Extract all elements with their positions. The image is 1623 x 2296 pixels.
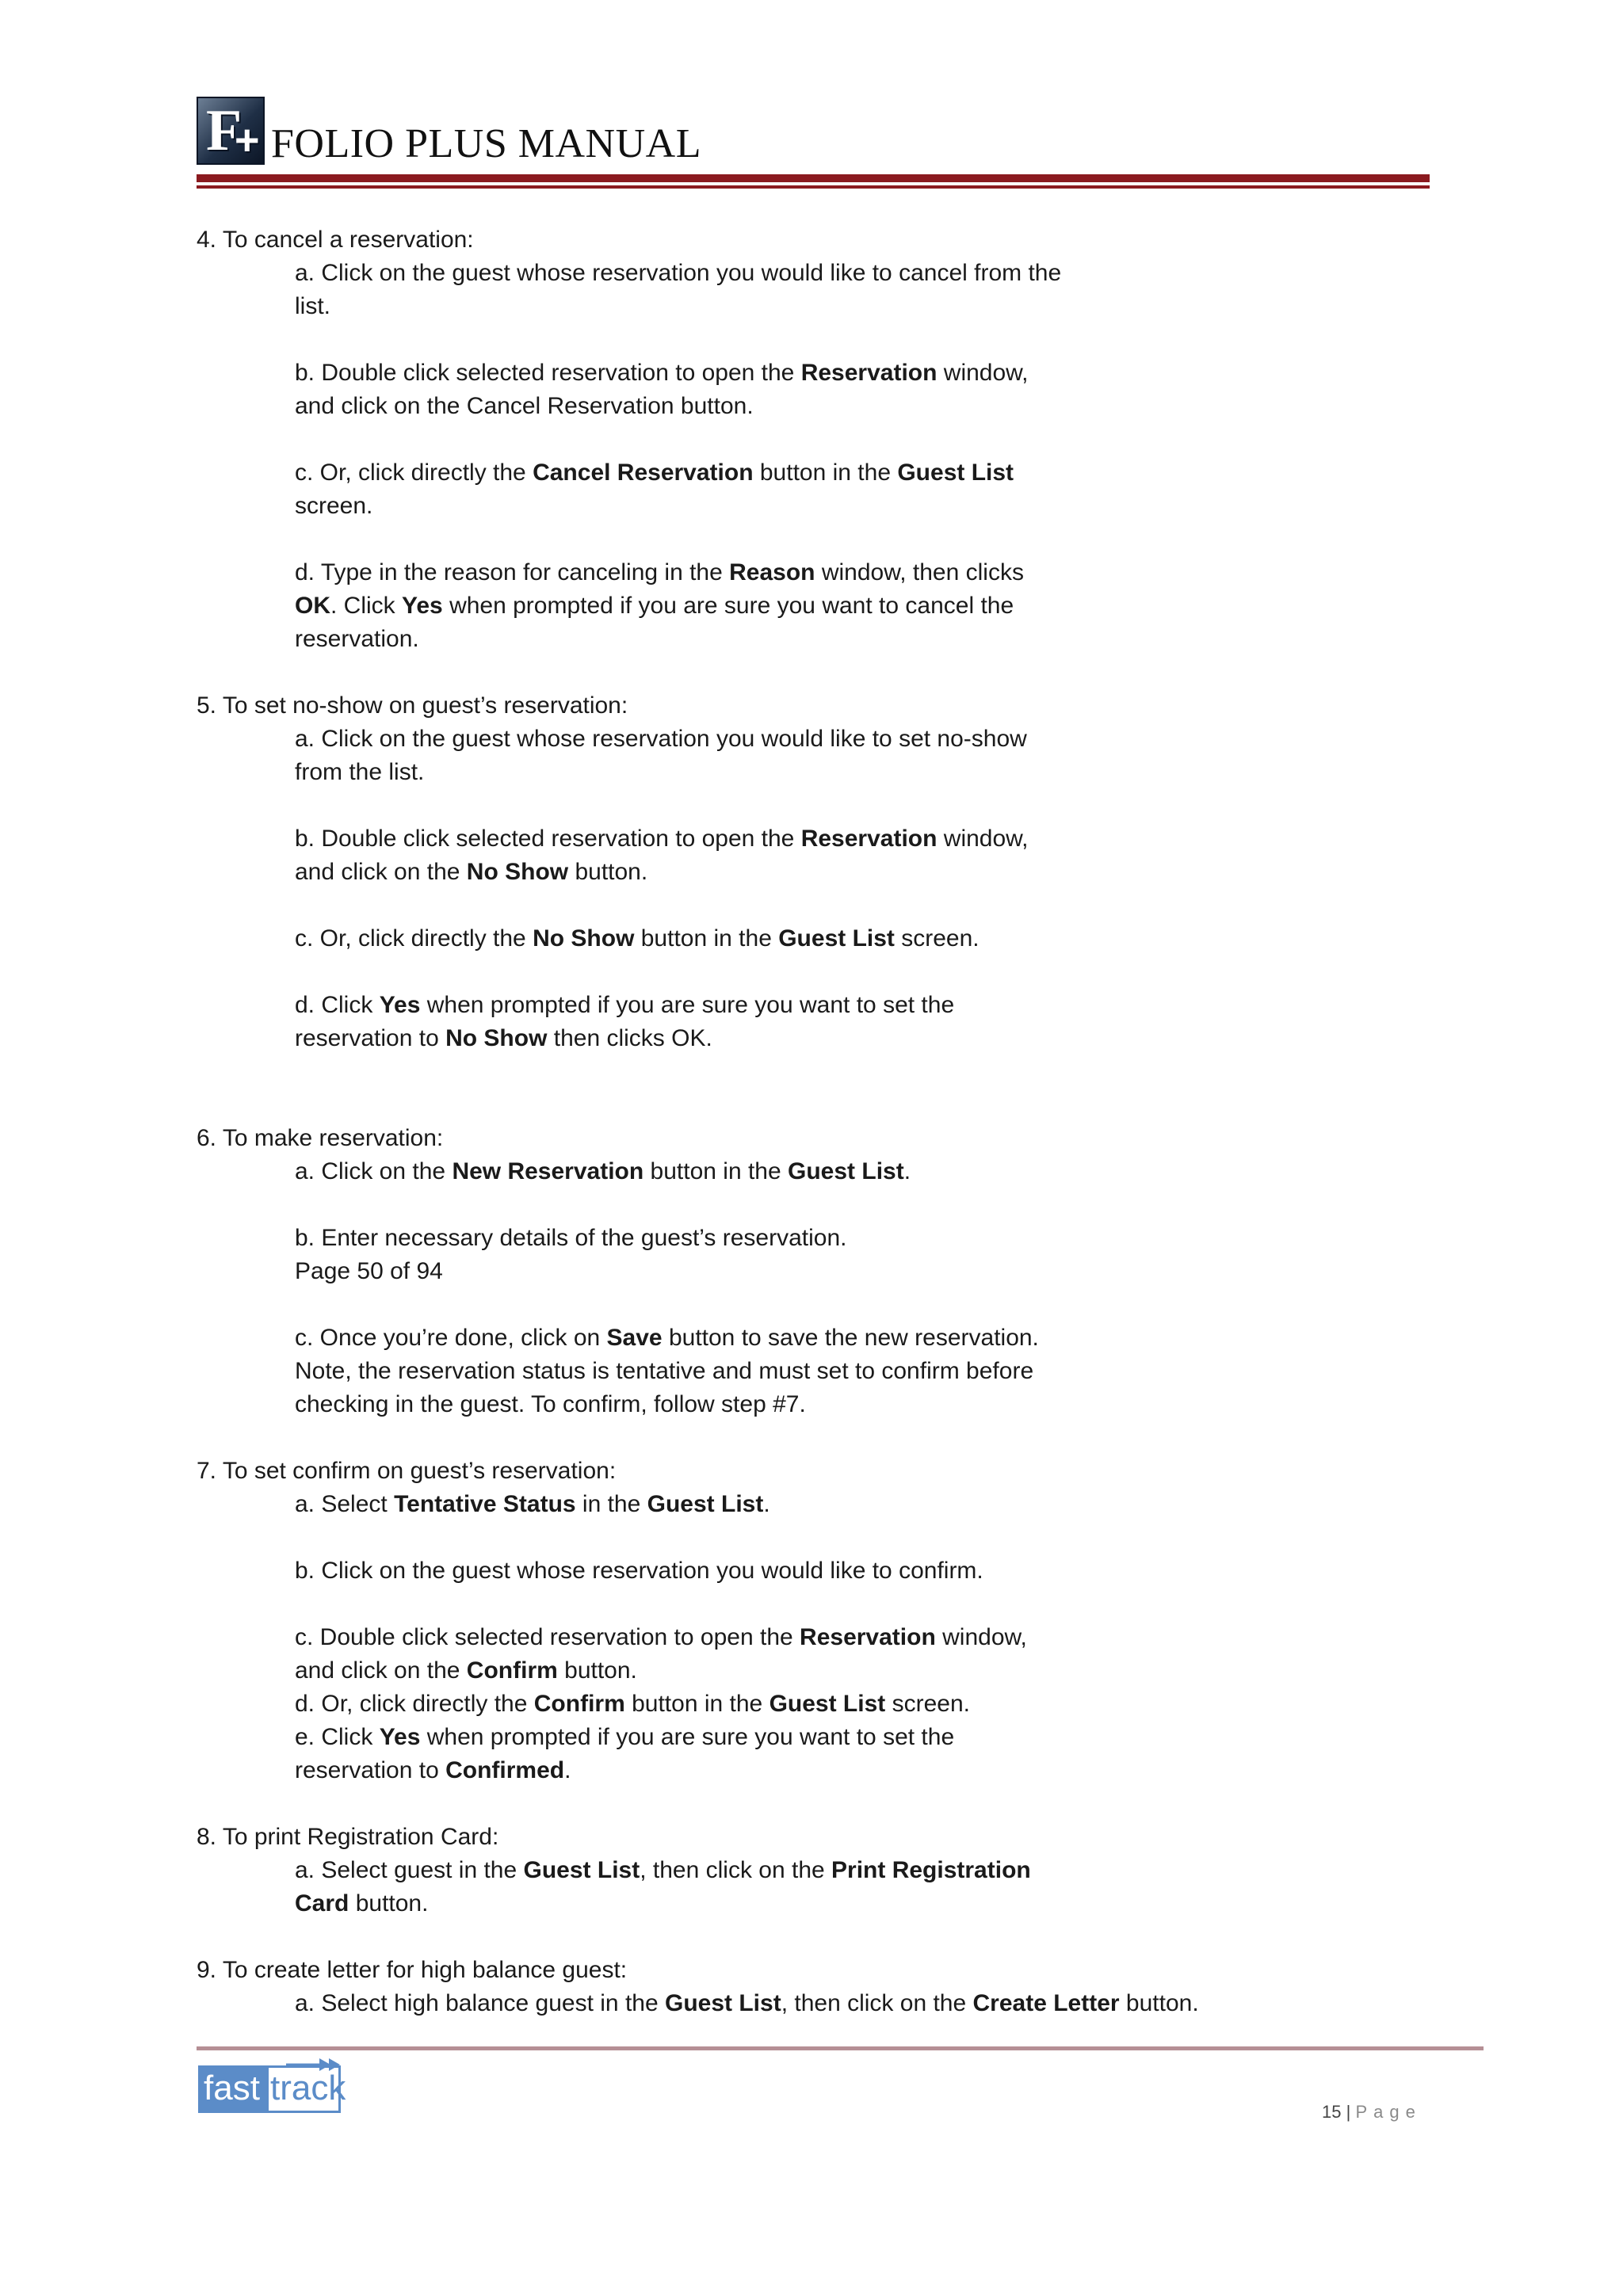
instruction-line: a. Select high balance guest in the Guest List, then click on the Create Letter button.: [295, 1990, 1199, 2016]
instruction-line: a. Click on the guest whose reservation you would like to set no-show: [295, 726, 1027, 752]
section-gap: [197, 1055, 1480, 1089]
instruction-line: a. Select guest in the Guest List, then click on the Print Registration: [295, 1857, 1031, 1883]
instruction-line: reservation to No Show then clicks OK.: [295, 1025, 712, 1051]
instruction-line: OK. Click Yes when prompted if you are sure you want to cancel the: [295, 593, 1014, 619]
instruction-line: checking in the guest. To confirm, follow step #7.: [295, 1391, 806, 1417]
instruction-line: b. Click on the guest whose reservation you would like to confirm.: [295, 1558, 983, 1584]
logo-letter: F: [206, 98, 242, 163]
section-gap: [197, 1920, 1480, 1954]
footer-rule: [197, 2046, 1484, 2050]
instruction-line: d. Click Yes when prompted if you are sure you want to set the: [295, 992, 955, 1018]
item-gap: [197, 889, 1480, 922]
item-gap: [197, 1288, 1480, 1322]
instruction-line: reservation.: [295, 626, 419, 652]
instruction-line: a. Click on the New Reservation button in the Guest List.: [295, 1158, 911, 1184]
item-gap: [197, 789, 1480, 822]
item-gap: [197, 423, 1480, 456]
instruction-line: Page 50 of 94: [295, 1258, 443, 1284]
fast-forward-arrows-icon: [286, 2057, 349, 2073]
instruction-line: from the list.: [295, 759, 425, 785]
instruction-line: list.: [295, 293, 330, 319]
instruction-line: b. Double click selected reservation to open the Reservation window,: [295, 826, 1029, 852]
instruction-line: Note, the reservation status is tentative and must set to confirm before: [295, 1358, 1034, 1384]
page-number: [1322, 2101, 1422, 2123]
section-gap: [197, 1421, 1480, 1455]
instruction-line: a. Click on the guest whose reservation you would like to cancel from the: [295, 260, 1062, 286]
instruction-line: b. Double click selected reservation to open the Reservation window,: [295, 360, 1029, 386]
manual-content: [197, 223, 1480, 2020]
logo-plus: +: [235, 116, 260, 164]
instruction-line: and click on the Confirm button.: [295, 1657, 637, 1684]
manual-title: FOLIO PLUS MANUAL: [271, 121, 701, 166]
folio-plus-logo: [197, 97, 265, 165]
instruction-line: screen.: [295, 493, 373, 519]
section-gap: [197, 656, 1480, 689]
instruction-line: c. Or, click directly the No Show button in the Guest List screen.: [295, 925, 980, 952]
instruction-line: b. Enter necessary details of the guest’s reservation.: [295, 1225, 847, 1251]
item-gap: [197, 955, 1480, 989]
instruction-line: d. Type in the reason for canceling in the Reason window, then clicks: [295, 559, 1024, 585]
section-gap: [197, 1089, 1480, 1122]
step-heading: 7. To set confirm on guest’s reservation:: [197, 1458, 617, 1484]
item-gap: [197, 1588, 1480, 1621]
step-heading: 6. To make reservation:: [197, 1125, 444, 1151]
instruction-line: c. Double click selected reservation to open the Reservation window,: [295, 1624, 1027, 1650]
instruction-line: and click on the No Show button.: [295, 859, 648, 885]
fasttrack-logo-track: track: [270, 2069, 346, 2107]
instruction-line: a. Select Tentative Status in the Guest List.: [295, 1491, 770, 1517]
instruction-line: Card button.: [295, 1890, 429, 1917]
item-gap: [197, 523, 1480, 556]
page-number-separator: |: [1346, 2102, 1351, 2122]
header-rule-thin: [197, 185, 1430, 189]
instruction-line: e. Click Yes when prompted if you are sure you want to set the: [295, 1724, 955, 1750]
instruction-line: reservation to Confirmed.: [295, 1757, 571, 1783]
instruction-line: d. Or, click directly the Confirm button in the Guest List screen.: [295, 1691, 970, 1717]
section-gap: [197, 1787, 1480, 1821]
instruction-line: c. Or, click directly the Cancel Reservation button in the Guest List: [295, 460, 1014, 486]
fasttrack-logo: [198, 2065, 346, 2113]
page-header: [197, 97, 1430, 192]
fasttrack-logo-fast: fast: [200, 2068, 269, 2111]
header-rule-thick: [197, 174, 1430, 182]
step-heading: 8. To print Registration Card:: [197, 1824, 499, 1850]
item-gap: [197, 323, 1480, 357]
step-heading: 5. To set no-show on guest’s reservation:: [197, 692, 628, 719]
step-heading: 4. To cancel a reservation:: [197, 227, 474, 253]
instruction-line: and click on the Cancel Reservation button.: [295, 393, 754, 419]
instruction-line: c. Once you’re done, click on Save button to save the new reservation.: [295, 1325, 1039, 1351]
item-gap: [197, 1521, 1480, 1554]
page-word: Page: [1355, 2102, 1422, 2122]
step-heading: 9. To create letter for high balance guest:: [197, 1957, 628, 1983]
item-gap: [197, 1188, 1480, 1222]
page-number-value: 15: [1322, 2102, 1342, 2122]
